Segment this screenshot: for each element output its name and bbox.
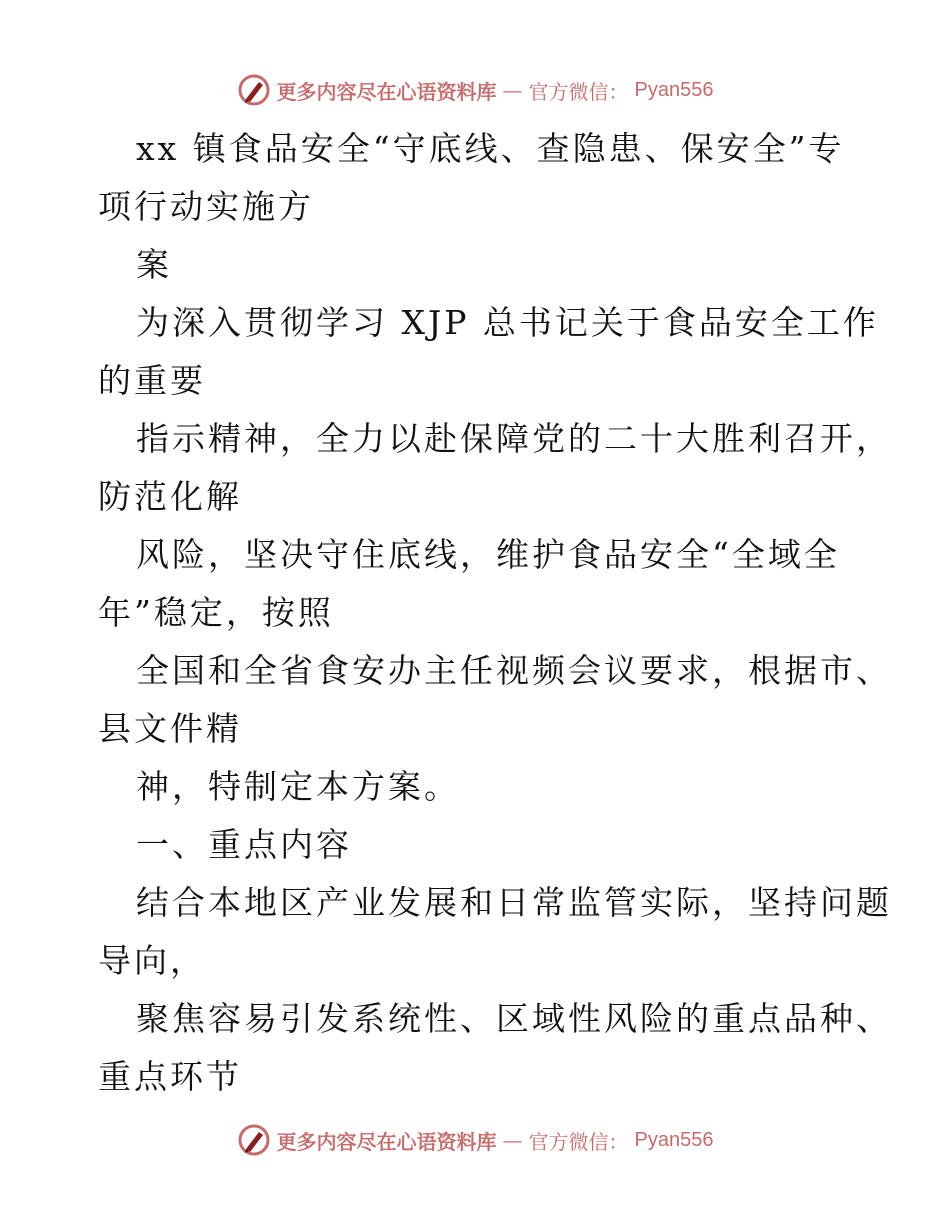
title-line-1: xx 镇食品安全“守底线、查隐患、保安全”专	[136, 129, 845, 168]
paragraph-line: 聚焦容易引发系统性、区域性风险的重点品种、	[136, 999, 892, 1038]
paragraph-line: 神，特制定本方案。	[136, 767, 460, 806]
paragraph-line: 重点环节	[98, 1057, 242, 1096]
title-line-2: 项行动实施方	[98, 187, 314, 226]
section-heading: 一、重点内容	[136, 825, 352, 864]
header-wechat-label: 官方微信：	[528, 79, 629, 104]
footer-brand-text: 更多内容尽在心语资料库	[276, 1129, 497, 1154]
header-banner	[0, 68, 950, 112]
footer-dash: —	[502, 1128, 523, 1152]
document-body	[98, 120, 892, 1106]
header-brand-text: 更多内容尽在心语资料库	[276, 79, 497, 104]
paragraph-line: 全国和全省食安办主任视频会议要求，根据市、	[136, 651, 892, 690]
pen-logo-icon	[237, 1123, 271, 1157]
paragraph-line: 指示精神，全力以赴保障党的二十大胜利召开，	[136, 419, 892, 458]
paragraph-line: 年”稳定，按照	[98, 593, 334, 632]
header-wechat-id: Pyan556	[634, 78, 714, 101]
footer-banner	[0, 1118, 950, 1162]
paragraph-line: 结合本地区产业发展和日常监管实际，坚持问题	[136, 883, 892, 922]
paragraph-line: 导向，	[98, 941, 206, 980]
footer-wechat-label: 官方微信：	[528, 1129, 629, 1154]
title-line-3: 案	[136, 245, 172, 284]
header-banner-content	[237, 73, 714, 107]
footer-wechat-id: Pyan556	[634, 1128, 714, 1151]
paragraph-line: 的重要	[98, 361, 206, 400]
paragraph-line: 为深入贯彻学习 XJP 总书记关于食品安全工作	[136, 303, 879, 342]
paragraph-line: 防范化解	[98, 477, 242, 516]
pen-logo-icon	[237, 73, 271, 107]
footer-banner-content	[237, 1123, 714, 1157]
header-dash: —	[502, 78, 523, 102]
paragraph-line: 风险，坚决守住底线，维护食品安全“全域全	[136, 535, 840, 574]
paragraph-line: 县文件精	[98, 709, 242, 748]
